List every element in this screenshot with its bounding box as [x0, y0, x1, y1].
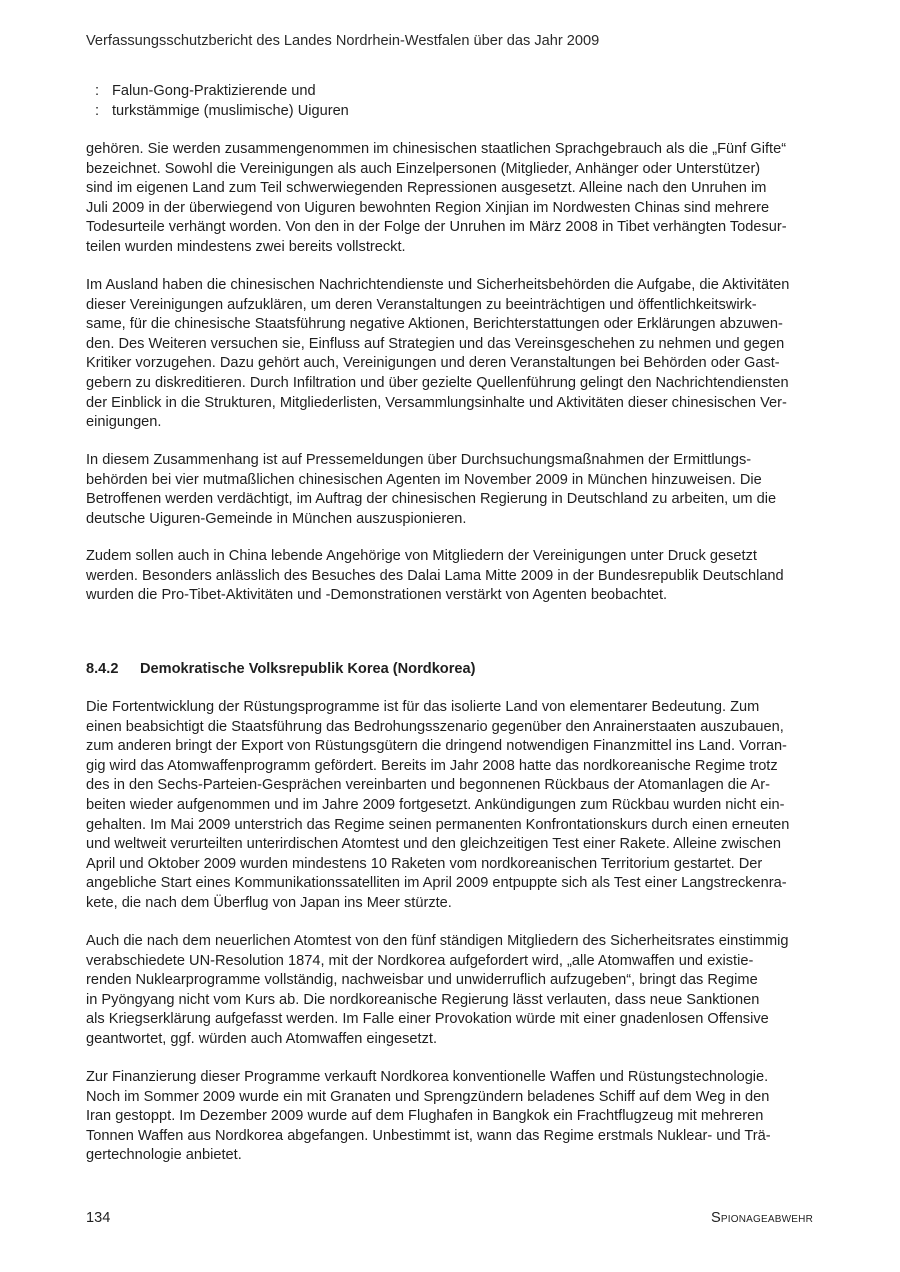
paragraph-finanzierung: Zur Finanzierung dieser Programme verkauft Nordkorea konventionelle Waffen und Rüstungstechnologie. Noch im Sommer 2009 wurde ein mit Granaten und Sprengzündern beladenes Schiff auf dem Weg in den Iran gestoppt. Im Dezember 2009 wurde auf dem Flughafen in Bangkok ein Frachtflugzeug mit mehreren Tonnen Waffen aus Nordkorea abgefangen. Unbestimmt ist, wann das Regime erstmals Nuklear- und Trä- gertechnologie anbietet. [86, 1069, 771, 1164]
bullet-list [95, 81, 349, 121]
list-item [95, 101, 349, 121]
list-item-text: Falun-Gong-Praktizierende und [112, 83, 316, 99]
list-item-text: turkstämmige (muslimische) Uiguren [112, 103, 349, 119]
paragraph-ruestungsprogramme: Die Fortentwicklung der Rüstungsprogramme ist für das isolierte Land von elementarer Bedeutung. Zum einen beabsichtigt die Staatsführung das Bedrohungsszenario gegenüber den Anrainerstaaten auszubauen, zum anderen bringt der Export von Rüstungsgütern die dringend notwendigen Finanzmittel ins Land. Vorran- gig wird das Atomwaffenprogramm gefördert. Bereits im Jahr 2008 hatte das nordkoreanische Regime trotz des in den Sechs-Parteien-Gesprächen vereinbarten und begonnenen Rückbaus der Atomanlagen die Ar- beiten wieder aufgenommen und im Jahre 2009 fortgesetzt. Ankündigungen zum Rückbau wurden nicht ein- gehalten. Im Mai 2009 unterstrich das Regime seinen permanenten Konfrontationskurs durch einen erneuten und weltweit verurteilten unterirdischen Atomtest und den gleichzeitigen Test einer Rakete. Alleine zwischen April und Oktober 2009 wurden mindestens 10 Raketen vom nordkoreanischen Territorium gestartet. Der angebliche Start eines Kommunikationssatelliten im April 2009 entpuppte sich als Test einer Langstreckenra- kete, die nach dem Überflug von Japan ins Meer stürzte. [86, 699, 790, 911]
paragraph-fuenf-gifte: gehören. Sie werden zusammengenommen im chinesischen staatlichen Sprachgebrauch als die „Fünf Gifte“ bezeichnet. Sowohl die Vereinigungen als auch Einzelpersonen (Mitglieder, Anhänger oder Unterstützer) sind im eigenen Land zum Teil schwerwiegenden Repressionen ausgesetzt. Alleine nach den Unruhen im Juli 2009 in der überwiegend von Uiguren bewohnten Region Xinjian im Nordwesten Chinas sind mehrere Todesurteile verhängt worden. Von den in der Folge der Unruhen im März 2008 in Tibet verhängten Todesur- teilen wurden mindestens zwei bereits vollstreckt. [86, 141, 787, 255]
section-title: Demokratische Volksrepublik Korea (Nordkorea) [140, 661, 476, 677]
bullet-marker: : [95, 103, 100, 119]
paragraph-angehoerige: Zudem sollen auch in China lebende Angehörige von Mitgliedern der Vereinigungen unter Druck gesetzt werden. Besonders anlässlich des Besuches des Dalai Lama Mitte 2009 in der Bundesrepublik Deutschland wurden die Pro-Tibet-Aktivitäten und -Demonstrationen verstärkt von Agenten beobachtet. [86, 548, 784, 604]
section-number: 8.4.2 [86, 661, 119, 677]
paragraph-muenchen: In diesem Zusammenhang ist auf Pressemeldungen über Durchsuchungsmaßnahmen der Ermittlungs- behörden bei vier mutmaßlichen chinesischen Agenten im November 2009 in München hinzuweisen. Die Betroffenen werden verdächtigt, im Auftrag der chinesischen Regierung in Deutschland zu arbeiten, um die deutsche Uiguren-Gemeinde in München auszuspionieren. [86, 452, 777, 527]
running-header: Verfassungsschutzbericht des Landes Nordrhein-Westfalen über das Jahr 2009 [86, 33, 600, 49]
list-item [95, 81, 349, 101]
paragraph-un-resolution: Auch die nach dem neuerlichen Atomtest von den fünf ständigen Mitgliedern des Sicherheitsrates einstimmig verabschiedete UN-Resolution 1874, mit der Nordkorea aufgefordert wird, „alle Atomwaffen und existie- renden Nuklearprogramme vollständig, nachweisbar und unwiderruflich aufzugeben“, bringt das Regime in Pyöngyang nicht vom Kurs ab. Die nordkoreanische Regierung lässt verlauten, dass neue Sanktionen als Kriegserklärung aufgefasst werden. Im Falle einer Provokation würde mit einer gnadenlosen Offensive geantwortet, ggf. würden auch Atomwaffen eingesetzt. [86, 933, 789, 1047]
paragraph-auslandsaktivitaeten: Im Ausland haben die chinesischen Nachrichtendienste und Sicherheitsbehörden die Aufgabe, die Aktivitäten dieser Vereinigungen aufzuklären, um deren Veranstaltungen zu beeinträchtigen und öffentlichkeitswirk- same, für die chinesische Staatsführung negative Aktionen, Berichterstattungen oder Erklärungen abzuwen- den. Des Weiteren versuchen sie, Einfluss auf Strategien und das Vereinsgeschehen zu nehmen und gegen Kritiker vorzugehen. Dazu gehört auch, Vereinigungen und deren Veranstaltungen bei Behörden oder Gast- gebern zu diskreditieren. Durch Infiltration und über gezielte Quellenführung gelingt den Nachrichtendiensten der Einblick in die Strukturen, Mitgliederlisten, Versammlungsinhalte und Aktivitäten dieser chinesischen Ver- einigungen. [86, 277, 790, 431]
section-heading [86, 659, 476, 679]
footer-section-name: Spionageabwehr [711, 1210, 813, 1226]
bullet-marker: : [95, 83, 100, 99]
page-number: 134 [86, 1210, 111, 1226]
